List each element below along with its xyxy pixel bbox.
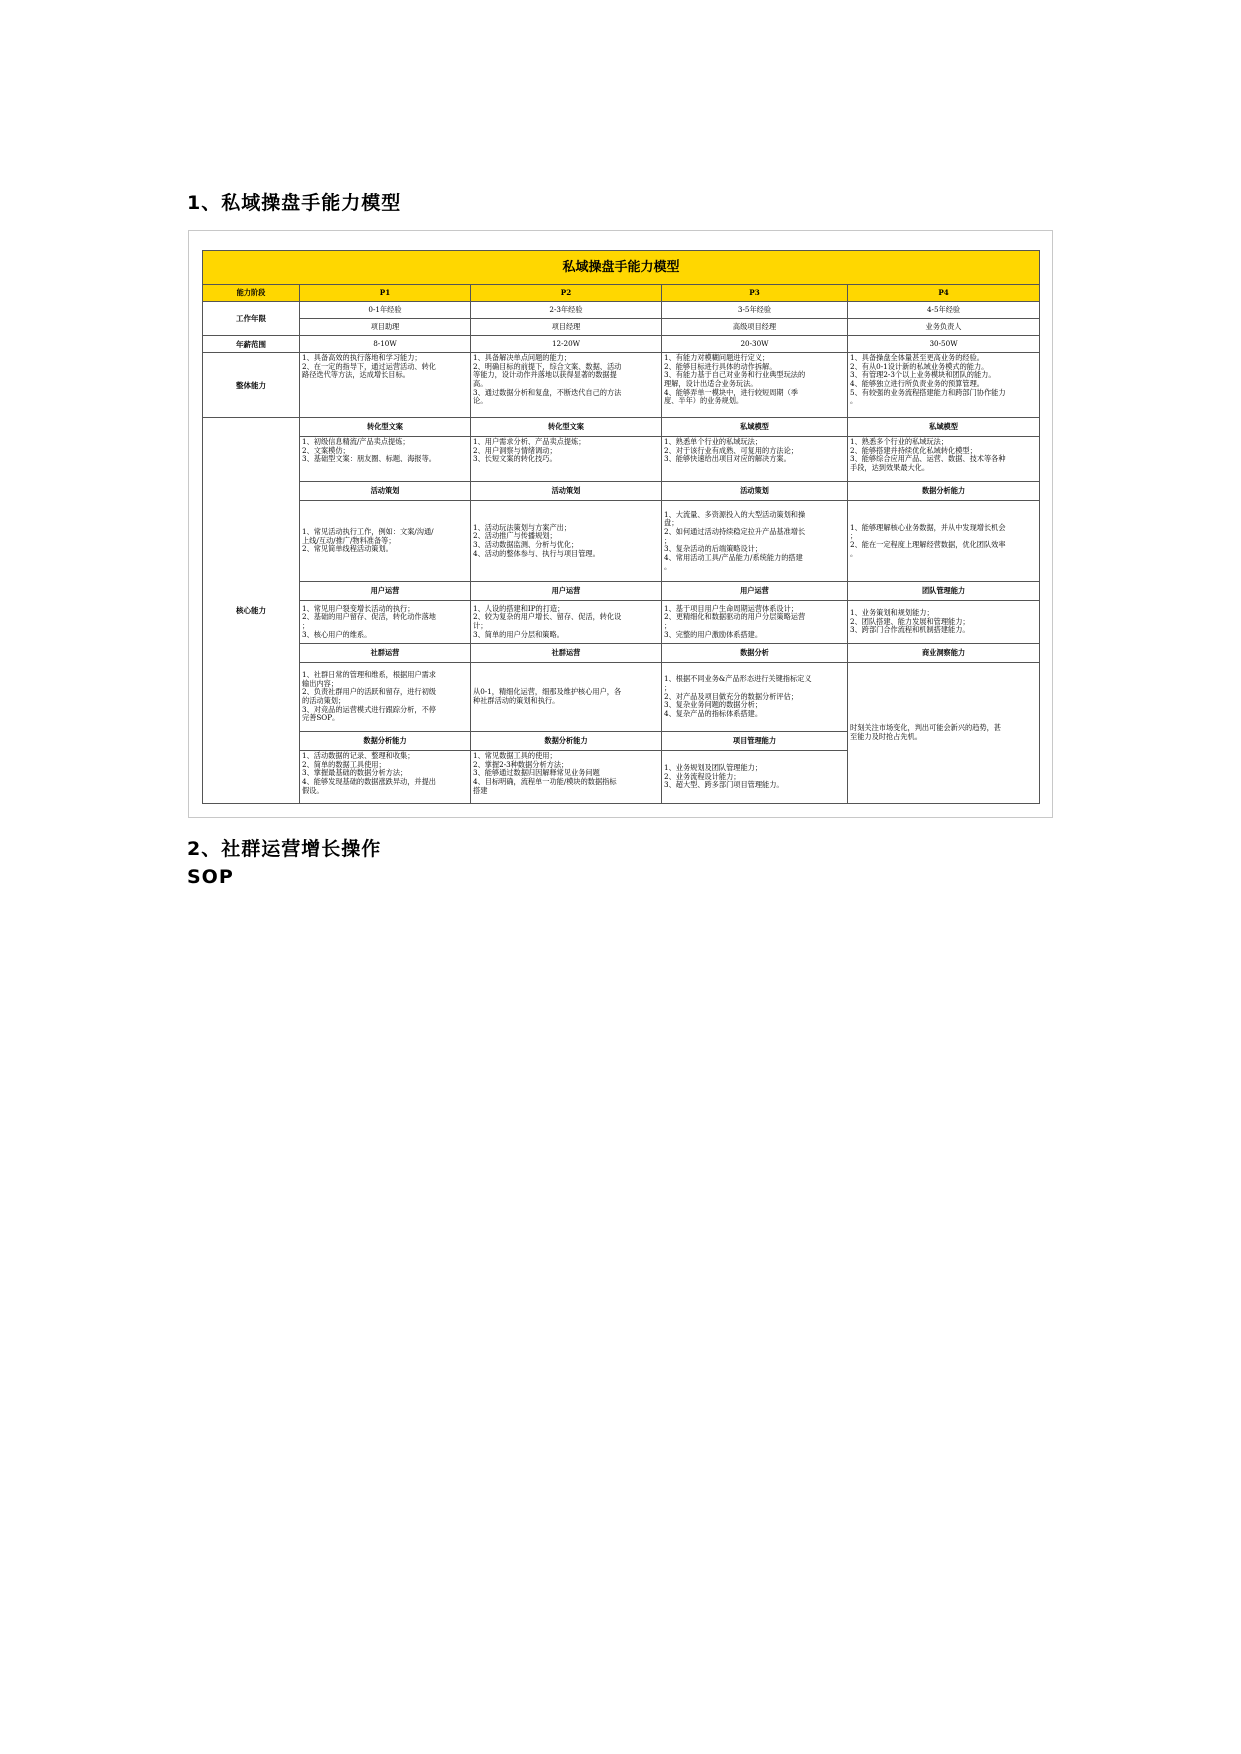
- core-cell: [662, 437, 848, 482]
- cell-text-line: 种社群活动的策划和执行。: [473, 696, 560, 705]
- cell-text-line: 2、较为复杂的用户增长、留存、促活，转化设: [473, 612, 622, 622]
- work-years-cell: 4-5年经验: [848, 302, 1040, 319]
- cell-text-line: 上线/互动/推广/物料准备等；: [302, 535, 396, 545]
- overall-cell: [848, 353, 1040, 418]
- job-title-cell: 业务负责人: [848, 319, 1040, 336]
- cell-text-line: 2、负责社群用户的活跃和留存，进行初级: [302, 687, 436, 697]
- cell-text-line: 1、业务策划和规划能力；: [850, 608, 934, 618]
- core-subheading: 团队管理能力: [848, 582, 1040, 601]
- cell-text-line: 1、有能力对模糊问题进行定义；: [664, 353, 770, 362]
- cell-text-line: 2、用户洞察与情绪调动；: [473, 445, 557, 455]
- section-heading-2: 2、社群运营增长操作: [187, 838, 382, 860]
- cell-text-line: 搭建: [473, 785, 488, 795]
- overall-cell: [662, 353, 848, 418]
- cell-text-line: 3、完整的用户激励体系搭建。: [664, 629, 763, 639]
- cell-text-line: 1、常见用户裂变增长活动的执行；: [302, 603, 415, 613]
- core-cell: [471, 501, 662, 582]
- cell-text-line: 至能力及时抢占先机。: [850, 732, 922, 741]
- work-years-cell: 3-5年经验: [662, 302, 848, 319]
- core-subheading: 活动策划: [300, 482, 471, 501]
- cell-text-line: 2、简单的数据工具使用；: [302, 759, 386, 769]
- header-stage-label: 能力阶段: [203, 285, 300, 302]
- cell-text-line: 3、对竞品的运营模式进行跟踪分析，不停: [302, 704, 436, 714]
- cell-text-line: 论。: [473, 396, 488, 406]
- header-level-p2: P2: [471, 285, 662, 302]
- core-cell: [471, 663, 662, 732]
- core-cell: [662, 601, 848, 644]
- cell-text-line: 2、明确目标的前提下，综合文案、数据、活动: [473, 361, 622, 371]
- cell-text-line: 。: [850, 396, 858, 406]
- core-cell: [848, 437, 1040, 482]
- cell-text-line: 2、对于该行业有成熟、可复用的方法论；: [664, 445, 798, 455]
- job-title-cell: 高级项目经理: [662, 319, 848, 336]
- core-subheading: 转化型文案: [300, 418, 471, 437]
- salary-cell: 8-10W: [300, 336, 471, 353]
- header-level-p1: P1: [300, 285, 471, 302]
- core-subheading: 商业洞察能力: [848, 644, 1040, 663]
- core-cell: [300, 437, 471, 482]
- cell-text-line: 1、具备操盘全体量甚至更高业务的经验。: [850, 353, 984, 362]
- cell-text-line: 2、更精细化和数据驱动的用户分层策略运营: [664, 612, 806, 622]
- cell-text-line: 2、能在一定程度上理解经营数据，优化团队效率: [850, 540, 1006, 549]
- core-subheading: 活动策划: [471, 482, 662, 501]
- core-cell: [300, 601, 471, 644]
- cell-text-line: 1、能够理解核心业务数据，并从中发现增长机会: [850, 522, 1006, 532]
- cell-text-line: 1、基于项目用户生命周期运营体系设计；: [664, 603, 798, 613]
- cell-text-line: 1、具备解决单点问题的能力；: [473, 353, 572, 362]
- cell-text-line: 2、有从0-1设计新的私域业务模式的能力。: [850, 361, 989, 371]
- cell-text-line: 3、掌握最基础的数据分析方法；: [302, 768, 408, 778]
- core-subheading: 数据分析能力: [300, 732, 471, 751]
- section-heading-2-suffix: SOP: [187, 866, 234, 888]
- overall-cell: [300, 353, 471, 418]
- table-image-frame: [188, 230, 1053, 818]
- core-cell: [300, 751, 471, 804]
- cell-text-line: 2、活动推广与传播规划；: [473, 531, 557, 541]
- job-title-cell: 项目经理: [471, 319, 662, 336]
- core-subheading: 项目管理能力: [662, 732, 848, 751]
- cell-text-line: 1、初级信息精流/产品卖点提炼；: [302, 437, 410, 446]
- cell-text-line: 2、如何通过活动持续稳定拉升产品基准增长: [664, 527, 806, 537]
- core-subheading: 社群运营: [471, 644, 662, 663]
- cell-text-line: 理解，设计出适合业务玩法。: [664, 378, 758, 388]
- cell-text-line: 5、有较强的业务流程搭建能力和跨部门协作能力: [850, 387, 1006, 397]
- cell-text-line: 1、社群日常的管理和维系，根据用户需求: [302, 670, 436, 680]
- cell-text-line: 输出内容；: [302, 678, 338, 688]
- cell-text-line: 。: [850, 548, 858, 558]
- cell-text-line: 2、文案模仿；: [302, 445, 350, 455]
- work-years-cell: 2-3年经验: [471, 302, 662, 319]
- core-subheading: 私域模型: [662, 418, 848, 437]
- cell-text-line: 3、活动数据监测、分析与优化；: [473, 540, 579, 549]
- cell-text-line: ；: [302, 621, 310, 630]
- cell-text-line: ；: [664, 535, 672, 545]
- cell-text-line: ；: [664, 683, 672, 693]
- core-subheading: 用户运营: [471, 582, 662, 601]
- cell-text-line: 4、能够弄单一模块中，进行较短周期（季: [664, 387, 798, 397]
- cell-text-line: 3、跨部门合作流程和机制搭建能力。: [850, 625, 970, 635]
- salary-cell: 20-30W: [662, 336, 848, 353]
- cell-text-line: 3、有管理2-3个以上业务模块和团队的能力。: [850, 370, 996, 380]
- core-cell: [848, 501, 1040, 582]
- core-cell: [662, 663, 848, 732]
- cell-text-line: 假设。: [302, 785, 324, 795]
- core-subheading: 社群运营: [300, 644, 471, 663]
- cell-text-line: 1、常见活动执行工作，例如：文案/沟通/: [302, 527, 434, 537]
- cell-text-line: 2、团队搭建、能力发展和管理能力；: [850, 616, 970, 626]
- cell-text-line: ；: [850, 531, 858, 541]
- cell-text-line: 3、核心用户的维系。: [302, 629, 372, 639]
- core-subheading: 数据分析能力: [471, 732, 662, 751]
- core-cell: [471, 751, 662, 804]
- core-subheading: 数据分析能力: [848, 482, 1040, 501]
- cell-text-line: 3、基础型文案：朋友圈、标题、海报等。: [302, 454, 436, 464]
- core-cell: [662, 501, 848, 582]
- cell-text-line: 2、能够目标进行具体的动作拆解。: [664, 361, 777, 371]
- core-subheading: 私域模型: [848, 418, 1040, 437]
- cell-text-line: 时刻关注市场变化，判出可能会新兴的趋势，甚: [850, 723, 1001, 733]
- cell-text-line: 的活动策划；: [302, 696, 346, 705]
- cell-text-line: 1、人设的搭建和IP的打造；: [473, 603, 565, 613]
- cell-text-line: 3、能够通过数据归因解释常见业务问题: [473, 768, 600, 778]
- cell-text-line: 3、能够快速给出项目对应的解决方案。: [664, 454, 791, 464]
- cell-text-line: 1、业务规划及团队管理能力；: [664, 763, 763, 773]
- cell-text-line: 1、根据不同业务&产品形态进行关键指标定义: [664, 674, 812, 684]
- cell-text-line: 手段，达到效果最大化。: [850, 462, 930, 472]
- row-label-work-years: 工作年限: [203, 302, 300, 336]
- cell-text-line: 1、用户需求分析、产品卖点提炼；: [473, 437, 586, 446]
- cell-text-line: 2、在一定的指导下，通过运营活动、转化: [302, 361, 436, 371]
- cell-text-line: 2、对产品及项目做充分的数据分析评估；: [664, 691, 798, 701]
- salary-cell: 30-50W: [848, 336, 1040, 353]
- cell-text-line: 1、具备高效的执行落地和学习能力；: [302, 353, 422, 362]
- job-title-cell: 项目助理: [300, 319, 471, 336]
- cell-text-line: 3、复杂业务问题的数据分析；: [664, 700, 763, 710]
- cell-text-line: 完善SOP。: [302, 713, 340, 723]
- cell-text-line: 3、长短文案的转化技巧。: [473, 454, 557, 464]
- capability-model-table: [202, 250, 1040, 804]
- table-title: 私域操盘手能力模型: [203, 251, 1040, 285]
- cell-text-line: 4、复杂产品的指标体系搭建。: [664, 708, 763, 718]
- cell-text-line: 从0-1，精细化运营，细那及维护核心用户，各: [473, 687, 622, 697]
- cell-text-line: 路径迭代等方法，达成增长目标。: [302, 370, 410, 380]
- core-cell: [662, 751, 848, 804]
- cell-text-line: 1、熟悉单个行业的私域玩法；: [664, 437, 763, 446]
- cell-text-line: 2、常见简单线程活动策划。: [302, 544, 393, 554]
- cell-text-line: 等能力，设计动作并落地以获得显著的数据提: [473, 370, 617, 380]
- cell-text-line: 。: [664, 561, 672, 571]
- cell-text-line: 3、能够综合应用产品、运营、数据、技术等各种: [850, 454, 1006, 464]
- cell-text-line: 3、简单的用户分层和策略。: [473, 629, 564, 639]
- cell-text-line: 度、半年）的业务规划。: [664, 396, 744, 406]
- cell-text-line: 1、大流量、多资源投入的大型活动策划和操: [664, 509, 806, 519]
- cell-text-line: 2、能够搭建并持续优化私域转化模型；: [850, 445, 977, 455]
- header-level-p4: P4: [848, 285, 1040, 302]
- cell-text-line: 1、活动数据的记录、整理和收集；: [302, 751, 415, 760]
- cell-text-line: 2、业务流程设计能力；: [664, 771, 741, 781]
- cell-text-line: 3、超大型、跨多部门项目管理能力。: [664, 780, 784, 790]
- cell-text-line: 4、常用活动工具/产品能力/系统能力的搭建: [664, 552, 803, 562]
- core-subheading: 用户运营: [662, 582, 848, 601]
- row-label-core: 核心能力: [203, 418, 300, 804]
- cell-text-line: 盘；: [664, 518, 679, 528]
- cell-text-line: 4、目标明确，流程单一功能/模块的数据指标: [473, 776, 617, 786]
- core-cell: [300, 663, 471, 732]
- core-subheading: 数据分析: [662, 644, 848, 663]
- cell-text-line: 计；: [473, 621, 488, 630]
- cell-text-line: ；: [664, 621, 672, 630]
- core-subheading: 转化型文案: [471, 418, 662, 437]
- core-cell: [848, 663, 1040, 804]
- salary-cell: 12-20W: [471, 336, 662, 353]
- overall-cell: [471, 353, 662, 418]
- core-cell: [848, 601, 1040, 644]
- core-cell: [471, 601, 662, 644]
- cell-text-line: 3、通过数据分析和复盘，不断迭代自己的方法: [473, 387, 622, 397]
- core-cell: [300, 501, 471, 582]
- cell-text-line: 4、活动的整体参与、执行与项目管理。: [473, 548, 600, 558]
- row-label-overall: 整体能力: [203, 353, 300, 418]
- cell-text-line: 4、能够发现基础的数据涨跌异动，并提出: [302, 776, 436, 786]
- cell-text-line: 3、有能力基于自己对业务和行业典型玩法的: [664, 370, 806, 380]
- cell-text-line: 1、活动玩法策划与方案产出；: [473, 522, 572, 532]
- core-cell: [471, 437, 662, 482]
- cell-text-line: 1、常见数据工具的使用；: [473, 751, 557, 760]
- header-level-p3: P3: [662, 285, 848, 302]
- core-subheading: 活动策划: [662, 482, 848, 501]
- cell-text-line: 1、熟悉多个行业的私域玩法；: [850, 437, 949, 446]
- cell-text-line: 2、基础的用户留存、促活，转化动作落地: [302, 612, 436, 622]
- cell-text-line: 3、复杂活动的后端策略设计；: [664, 544, 763, 554]
- work-years-cell: 0-1年经验: [300, 302, 471, 319]
- section-heading-1: 1、私域操盘手能力模型: [187, 192, 402, 214]
- core-subheading: 用户运营: [300, 582, 471, 601]
- cell-text-line: 4、能够独立进行所负责业务的预算管理。: [850, 378, 984, 388]
- cell-text-line: 2、掌握2-3种数据分析方法；: [473, 759, 569, 769]
- cell-text-line: 高。: [473, 378, 488, 388]
- row-label-salary: 年薪范围: [203, 336, 300, 353]
